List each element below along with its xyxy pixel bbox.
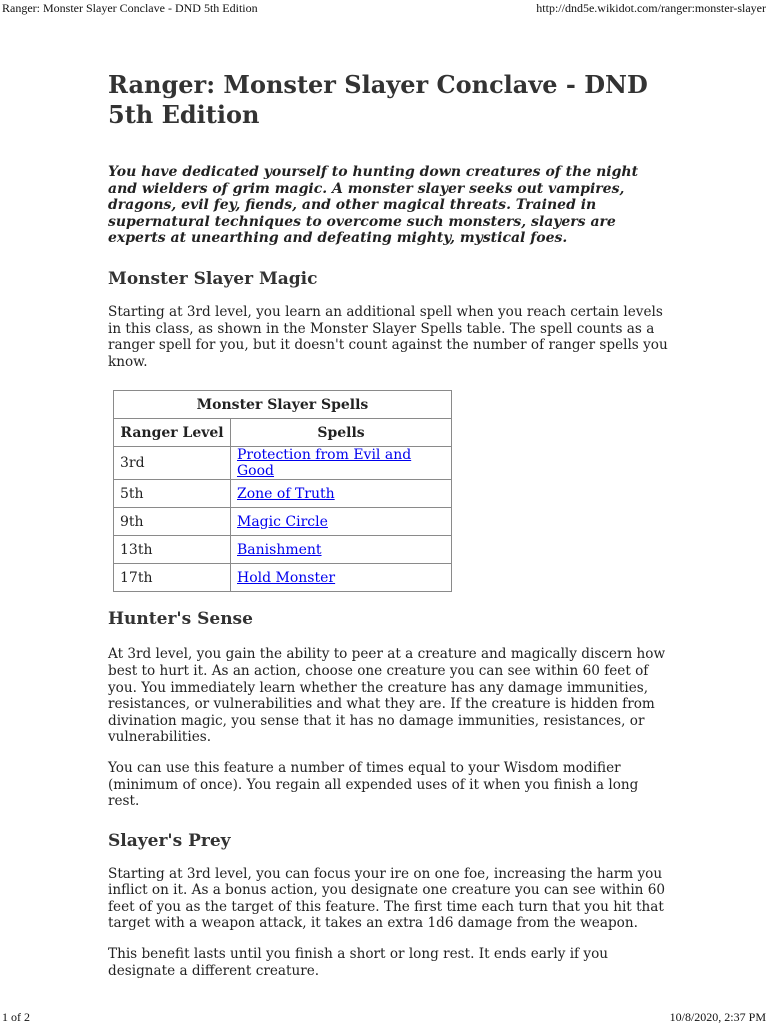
table-cell-level: 9th xyxy=(114,508,231,536)
table-row xyxy=(114,480,452,508)
spell-link-zone-of-truth[interactable]: Zone of Truth xyxy=(237,485,335,502)
slayers-prey-text-2: This benefit lasts until you finish a short or long rest. It ends early if you designate a different creature. xyxy=(108,946,609,979)
monster-slayer-spells-table xyxy=(113,390,452,592)
print-header-url: http://dnd5e.wikidot.com/ranger:monster-slayer xyxy=(536,1,766,15)
table-cell-level: 5th xyxy=(114,480,231,508)
table-row xyxy=(114,564,452,592)
table-row xyxy=(114,536,452,564)
table-header-ranger-level: Ranger Level xyxy=(114,419,231,447)
monster-slayer-magic-text: Starting at 3rd level, you learn an additional spell when you reach certain levels in this class, as shown in the Monster Slayer Spells table. The spell counts as a ranger spell for you, but it doesn't count against the number of ranger spells you know. xyxy=(108,303,668,370)
section-heading-slayers-prey: Slayer's Prey xyxy=(108,830,231,851)
table-caption: Monster Slayer Spells xyxy=(114,391,452,419)
page-content xyxy=(108,70,668,979)
hunters-sense-text-2: You can use this feature a number of times equal to your Wisdom modifier (minimum of once). You regain all expended uses of it when you finish a long rest. xyxy=(108,759,639,810)
print-footer-page: 1 of 2 xyxy=(2,1010,30,1024)
table-cell-level: 13th xyxy=(114,536,231,564)
spell-link-protection-from-evil-and-good[interactable]: Protection from Evil and Good xyxy=(237,447,412,480)
print-footer-datetime: 10/8/2020, 2:37 PM xyxy=(669,1010,766,1024)
slayers-prey-text-1: Starting at 3rd level, you can focus your ire on one foe, increasing the harm you inflict on it. As a bonus action, you designate one creature you can see within 60 feet of you as the target of this feature. The first time each turn that you hit that target with a weapon attack, it takes an extra 1d6 damage from the weapon. xyxy=(108,865,666,932)
intro-text: You have dedicated yourself to hunting down creatures of the night and wielders of grim magic. A monster slayer seeks out vampires, dragons, evil fey, fiends, and other magical threats. Trained in supernatural techniques to overcome such monsters, slayers are experts at unearthing and defeating mighty, mystical foes. xyxy=(108,164,639,247)
hunters-sense-text-1: At 3rd level, you gain the ability to peer at a creature and magically discern how best to hurt it. As an action, choose one creature you can see within 60 feet of you. You immediately learn whether the creature has any damage immunities, resistances, or vulnerabilities and what they are. If the creature is hidden from divination magic, you sense that it has no damage immunities, resistances, or vulnerabilities. xyxy=(108,646,666,746)
print-footer xyxy=(0,1009,768,1025)
print-header-title: Ranger: Monster Slayer Conclave - DND 5th Edition xyxy=(2,1,258,15)
table-row xyxy=(114,508,452,536)
section-heading-hunters-sense: Hunter's Sense xyxy=(108,609,253,630)
table-cell-level: 3rd xyxy=(114,447,231,480)
spell-link-banishment[interactable]: Banishment xyxy=(237,541,322,558)
table-header-spells: Spells xyxy=(231,419,452,447)
spell-link-hold-monster[interactable]: Hold Monster xyxy=(237,569,336,586)
page-title: Ranger: Monster Slayer Conclave - DND 5th Edition xyxy=(108,70,648,129)
table-cell-level: 17th xyxy=(114,564,231,592)
spell-link-magic-circle[interactable]: Magic Circle xyxy=(237,513,328,530)
print-header xyxy=(0,0,768,16)
table-row xyxy=(114,447,452,480)
section-heading-monster-slayer-magic: Monster Slayer Magic xyxy=(108,268,318,289)
